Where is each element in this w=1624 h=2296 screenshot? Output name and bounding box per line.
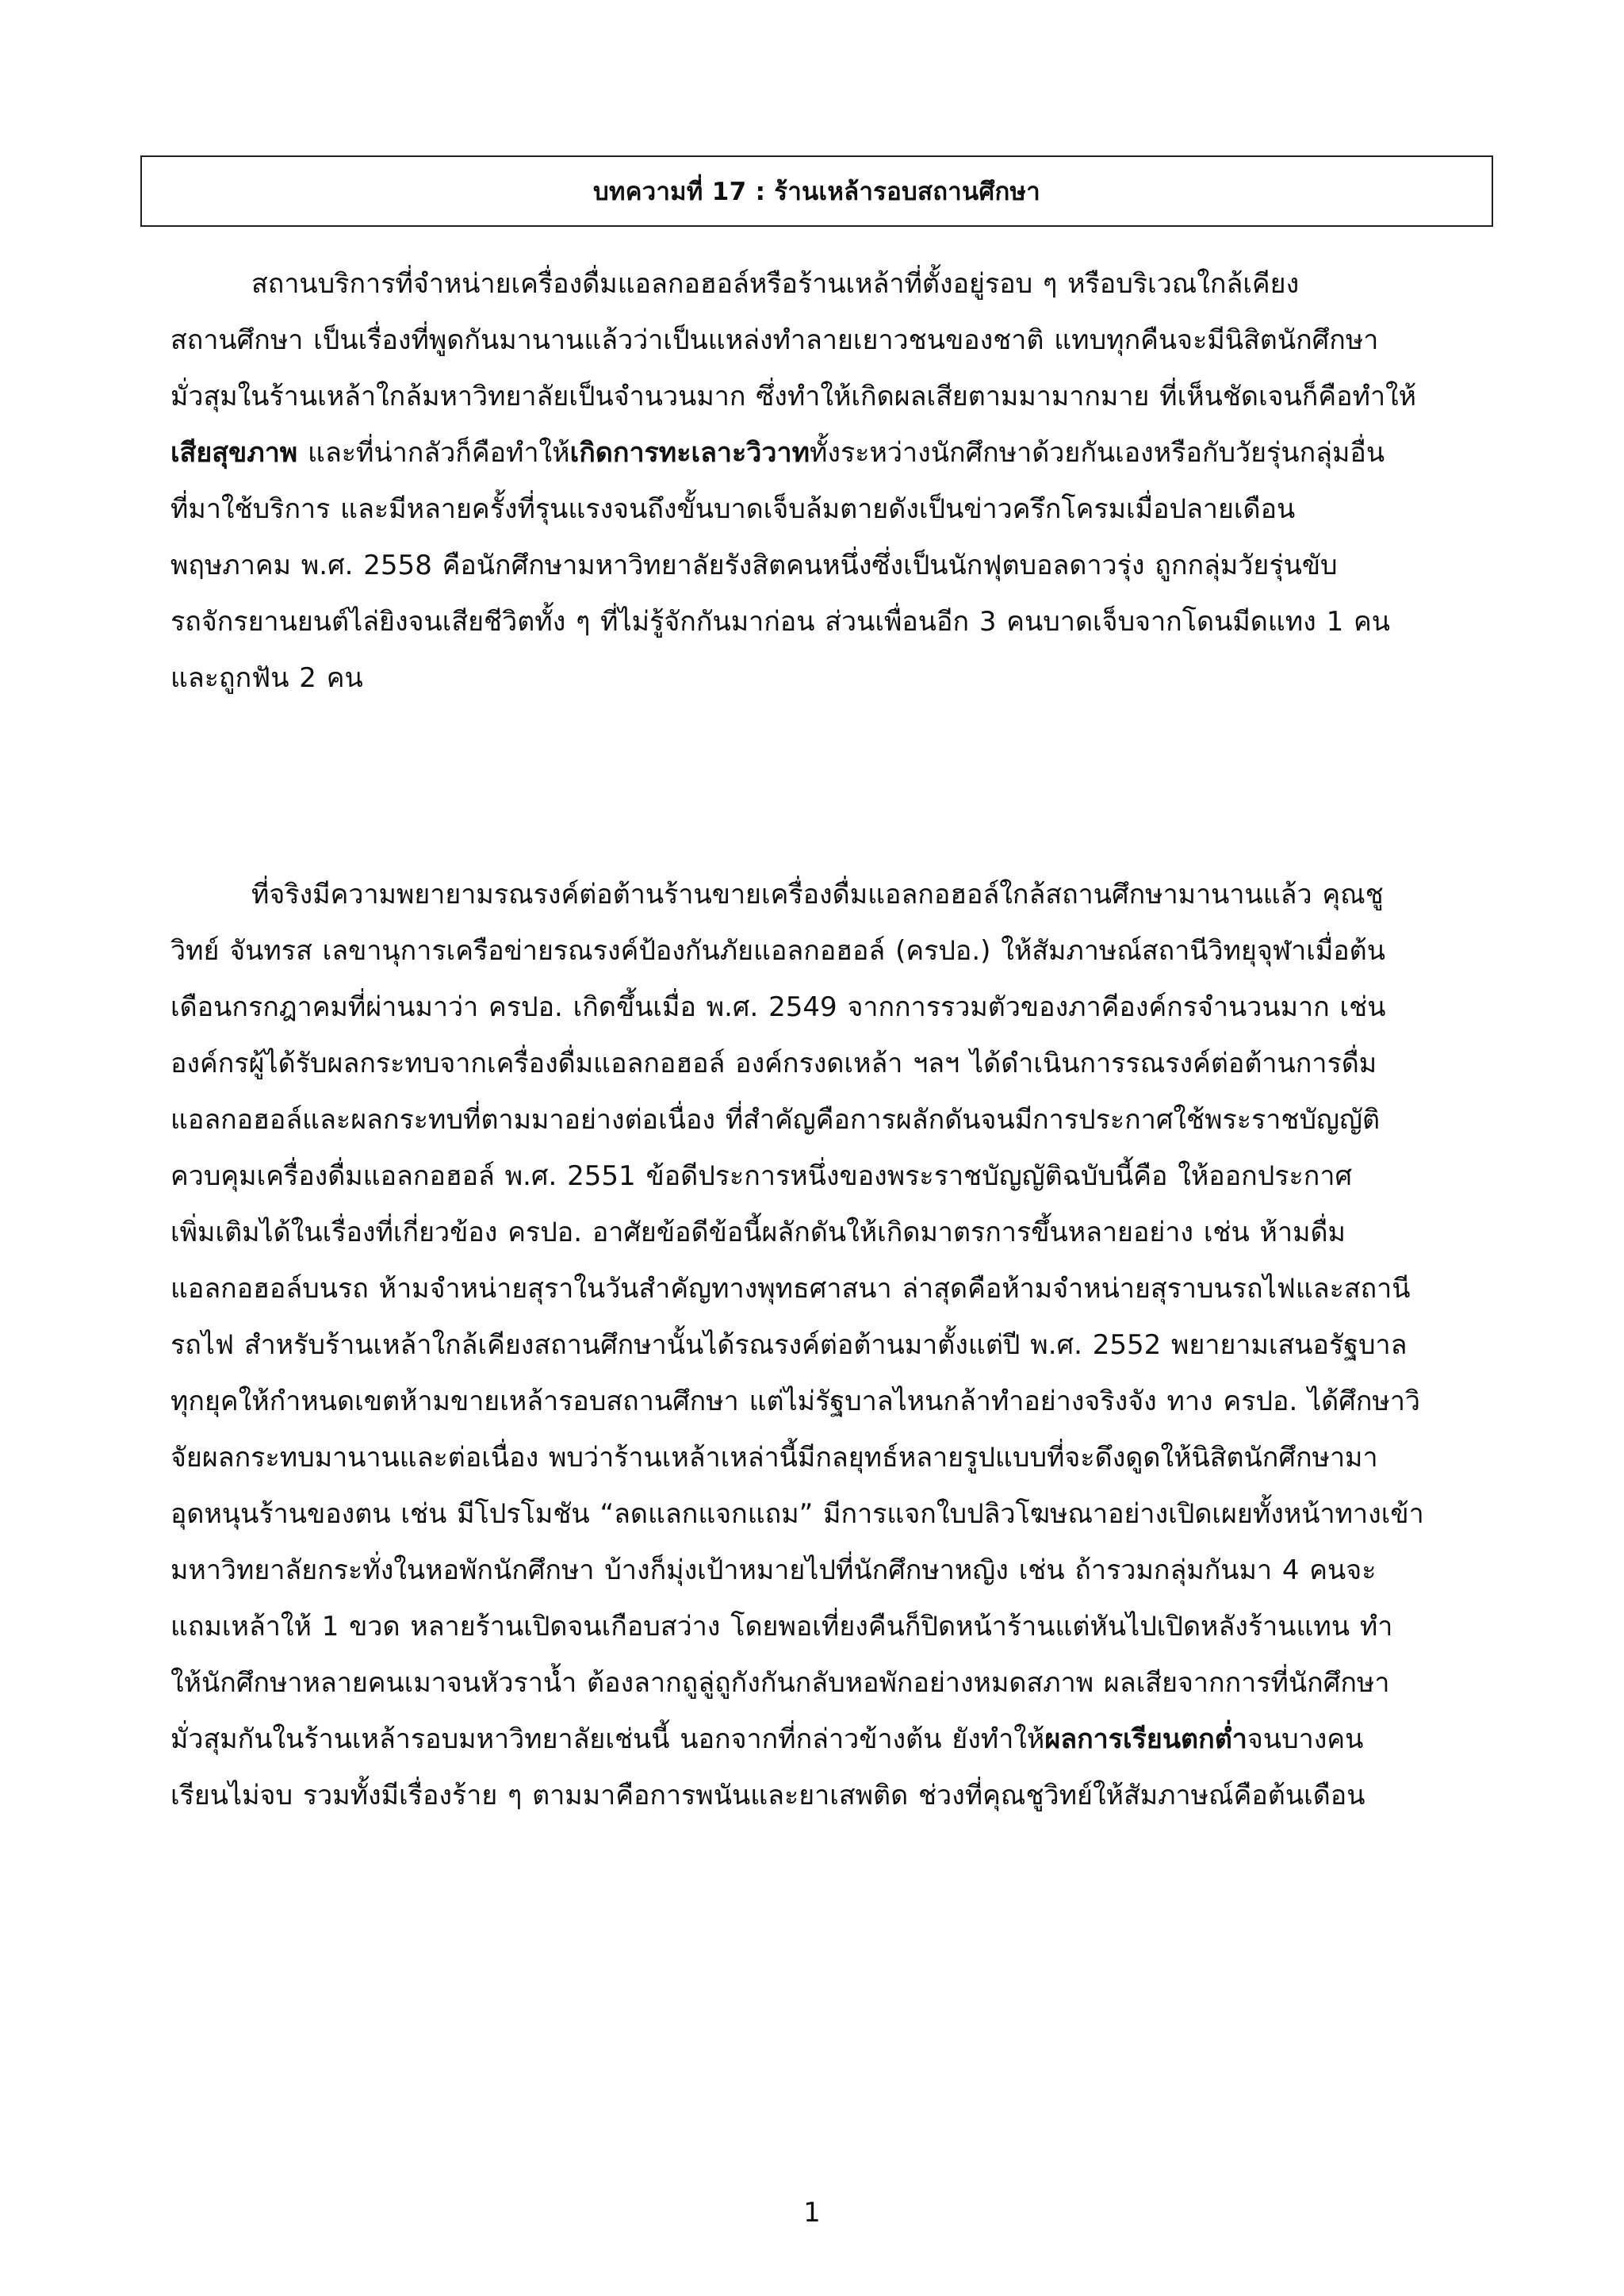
text-line	[170, 1551, 1376, 1589]
text-run: สถานศึกษา เป็นเรื่องที่พูดกันมานานแล้วว่าเป็นแหล่งทำลายเยาวชนของชาติ แทบทุกคืนจะมีนิสิตนักศึกษา	[170, 324, 1379, 356]
article-title: บทความที่ 17 : ร้านเหล้ารอบสถานศึกษา	[593, 178, 1040, 206]
text-run: ทั้งระหว่างนักศึกษาด้วยกันเองหรือกับวัยรุ่นกลุ่มอื่น	[809, 437, 1385, 469]
text-line	[170, 1495, 1424, 1533]
text-run: วิทย์ จันทรส เลขานุการเครือข่ายรณรงค์ป้องกันภัยแอลกอฮอล์ (ครปอ.) ให้สัมภาษณ์สถานีวิทยุจุฬาเมื่อต้น	[170, 935, 1385, 967]
text-run: มั่วสุมกันในร้านเหล้ารอบมหาวิทยาลัยเช่นนี้ นอกจากที่กล่าวข้างต้น ยังทำให้	[170, 1723, 1045, 1755]
text-line	[170, 1777, 1365, 1815]
text-run: มั่วสุมในร้านเหล้าใกล้มหาวิทยาลัยเป็นจำนวนมาก ซึ่งทำให้เกิดผลเสียตามมามากมาย ที่เห็นชัดเจนก็คือทำให้	[170, 381, 1417, 412]
text-run: ควบคุมเครื่องดื่มแอลกอฮอล์ พ.ศ. 2551 ข้อดีประการหนึ่งของพระราชบัญญัติฉบับนี้คือ ให้ออกประกาศ	[170, 1160, 1353, 1192]
text-run: และถูกฟัน 2 คน	[170, 662, 363, 694]
text-line	[170, 1326, 1407, 1364]
text-run: เพิ่มเติมได้ในเรื่องที่เกี่ยวข้อง ครปอ. อาศัยข้อดีข้อนี้ผลักดันให้เกิดมาตรการขึ้นหลายอย่าง เช่น ห้ามดื่ม	[170, 1217, 1346, 1248]
text-line	[170, 1101, 1380, 1139]
bold-phrase: เสียสุขภาพ	[170, 437, 298, 469]
text-run: รถไฟ สำหรับร้านเหล้าใกล้เคียงสถานศึกษานั้นได้รณรงค์ต่อต้านมาตั้งแต่ปี พ.ศ. 2552 พยายามเสนอรัฐบาล	[170, 1329, 1408, 1361]
text-run: ทุกยุคให้กำหนดเขตห้ามขายเหล้ารอบสถานศึกษา แต่ไม่รัฐบาลไหนกล้าทำอย่างจริงจัง ทาง ครปอ. ได้ศึกษาวิ	[170, 1386, 1421, 1417]
text-line	[170, 988, 1385, 1026]
text-line	[170, 1213, 1346, 1251]
text-line	[170, 1720, 1363, 1758]
text-run: มหาวิทยาลัยกระทั่งในหอพักนักศึกษา บ้างก็มุ่งเป้าหมายไปที่นักศึกษาหญิง เช่น ถ้ารวมกลุ่มกันมา 4 คนจะ	[170, 1554, 1377, 1586]
bold-phrase: เกิดการทะเลาะวิวาท	[569, 437, 810, 469]
text-run: อุดหนุนร้านของตน เช่น มีโปรโมชัน “ลดแลกแจกแถม” มีการแจกใบปลิวโฆษณาอย่างเปิดเผยทั้งหน้าทางเข้า	[170, 1498, 1424, 1530]
text-line	[170, 932, 1385, 970]
text-line	[170, 659, 363, 697]
text-line	[251, 265, 1299, 303]
text-line	[170, 321, 1378, 359]
text-run: ให้นักศึกษาหลายคนเมาจนหัวราน้ำ ต้องลากถูลู่ถูกังกันกลับหอพักอย่างหมดสภาพ ผลเสียจากการที่นักศึกษา	[170, 1667, 1390, 1699]
text-run: และที่น่ากลัวก็คือทำให้	[297, 437, 570, 469]
text-run: องค์กรผู้ได้รับผลกระทบจากเครื่องดื่มแอลกอฮอล์ องค์กรงดเหล้า ฯลฯ ได้ดำเนินการรณรงค์ต่อต้านการดื่ม	[170, 1048, 1377, 1079]
article-title-box	[140, 155, 1493, 227]
text-run: สถานบริการที่จำหน่ายเครื่องดื่มแอลกอฮอล์หรือร้านเหล้าที่ตั้งอยู่รอบ ๆ หรือบริเวณใกล้เคียง	[251, 268, 1300, 300]
text-line	[170, 1608, 1392, 1646]
text-run: รถจักรยานยนต์ไล่ยิงจนเสียชีวิตทั้ง ๆ ที่ไม่รู้จักกันมาก่อน ส่วนเพื่อนอีก 3 คนบาดเจ็บจากโดนมีดแทง 1 คน	[170, 606, 1390, 638]
text-run: จนบางคน	[1247, 1723, 1364, 1755]
text-line	[170, 546, 1338, 585]
text-line	[170, 378, 1416, 416]
text-run: เดือนกรกฎาคมที่ผ่านมาว่า ครปอ. เกิดขึ้นเมื่อ พ.ศ. 2549 จากการรวมตัวของภาคีองค์กรจำนวนมาก เช่น	[170, 991, 1386, 1023]
text-line	[170, 1382, 1420, 1420]
text-line	[170, 1439, 1378, 1477]
text-line	[170, 1157, 1352, 1195]
text-run: แอลกอฮอล์และผลกระทบที่ตามมาอย่างต่อเนื่อง ที่สำคัญคือการผลักดันจนมีการประกาศใช้พระราชบัญญัติ	[170, 1104, 1381, 1136]
text-run: พฤษภาคม พ.ศ. 2558 คือนักศึกษามหาวิทยาลัยรังสิตคนหนึ่งซึ่งเป็นนักฟุตบอลดาวรุ่ง ถูกกลุ่มวัยรุ่นขับ	[170, 550, 1338, 581]
text-run: แอลกอฮอล์บนรถ ห้ามจำหน่ายสุราในวันสำคัญทางพุทธศาสนา ล่าสุดคือห้ามจำหน่ายสุราบนรถไฟและสถานี	[170, 1273, 1411, 1305]
page-number: 1	[803, 2197, 821, 2229]
text-line	[251, 876, 1384, 914]
text-run: ที่มาใช้บริการ และมีหลายครั้งที่รุนแรงจนถึงขั้นบาดเจ็บล้มตายดังเป็นข่าวครึกโครมเมื่อปลายเดือน	[170, 493, 1296, 525]
bold-phrase: ผลการเรียนตกต่ำ	[1044, 1723, 1247, 1755]
text-line	[170, 1270, 1411, 1308]
text-run: จัยผลกระทบมานานและต่อเนื่อง พบว่าร้านเหล้าเหล่านี้มีกลยุทธ์หลายรูปแบบที่จะดึงดูดให้นิสิตนักศึกษามา	[170, 1442, 1378, 1474]
text-line	[170, 1664, 1389, 1702]
text-line	[170, 1045, 1377, 1083]
text-line	[170, 490, 1295, 528]
text-run: แถมเหล้าให้ 1 ขวด หลายร้านเปิดจนเกือบสว่าง โดยพอเที่ยงคืนก็ปิดหน้าร้านแต่หันไปเปิดหลังร้านแทน ทำ	[170, 1611, 1393, 1642]
text-line	[170, 603, 1390, 641]
text-line	[170, 434, 1385, 472]
text-run: ที่จริงมีความพยายามรณรงค์ต่อต้านร้านขายเครื่องดื่มแอลกอฮอล์ใกล้สถานศึกษามานานแล้ว คุณชู	[251, 879, 1384, 910]
text-run: เรียนไม่จบ รวมทั้งมีเรื่องร้าย ๆ ตามมาคือการพนันและยาเสพติด ช่วงที่คุณชูวิทย์ให้สัมภาษณ์คือต้นเดือน	[170, 1780, 1365, 1811]
